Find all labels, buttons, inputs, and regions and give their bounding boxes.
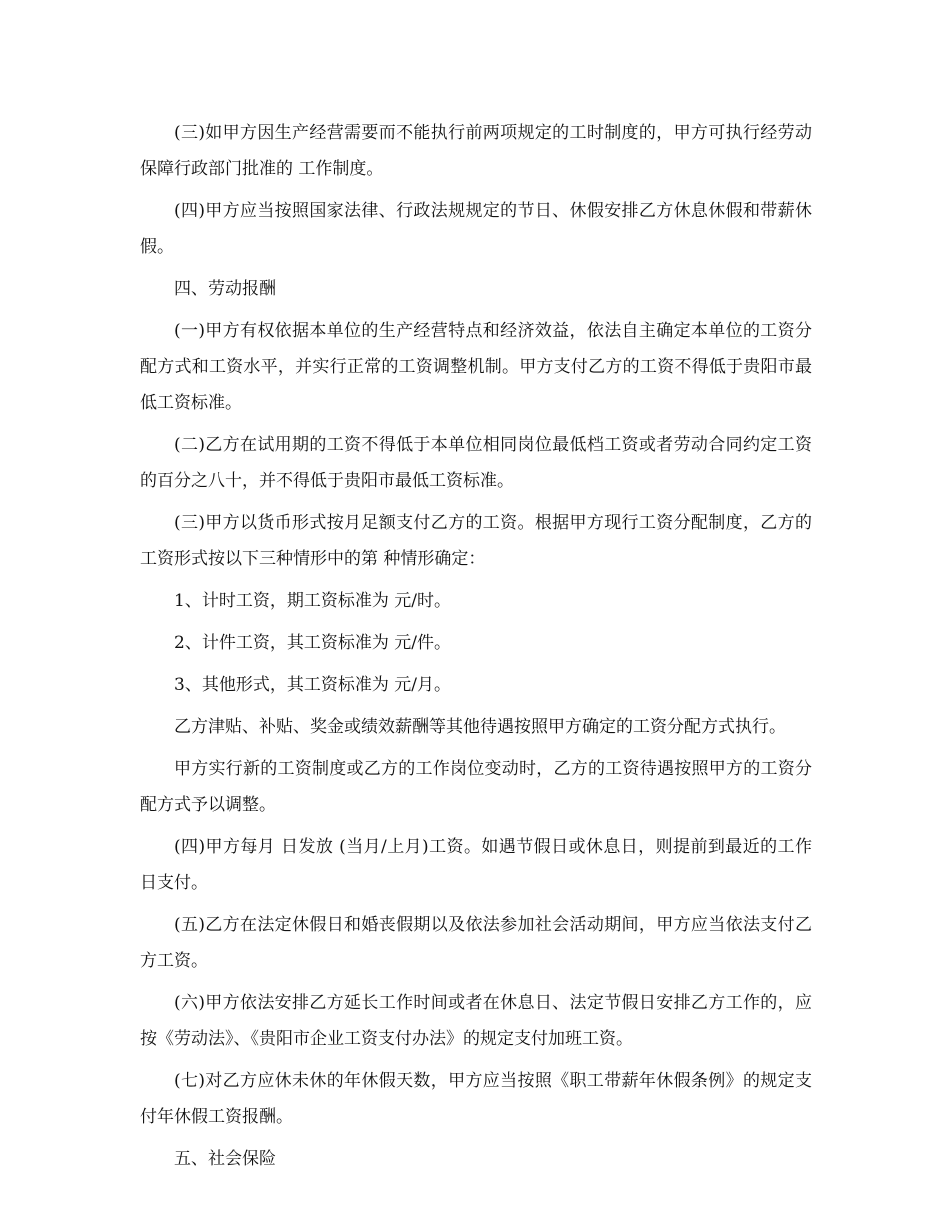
list-item: 3、其他形式，其工资标准为 元/月。 — [174, 675, 451, 695]
clause-paragraph: (四)甲方每月 日发放 (当月/上月)工资。如遇节假日或休息日，则提前到最近的工作日支付。 — [140, 837, 812, 893]
list-item: 2、计件工资，其工资标准为 元/件。 — [174, 633, 451, 653]
clause-paragraph: (五)乙方在法定休假日和婚丧假期以及依法参加社会活动期间，甲方应当依法支付乙方工资。 — [140, 915, 812, 971]
clause-paragraph: (三)如甲方因生产经营需要而不能执行前两项规定的工时制度的，甲方可执行经劳动保障行政部门批准的 工作制度。 — [140, 123, 812, 179]
clause-paragraph: (一)甲方有权依据本单位的生产经营特点和经济效益，依法自主确定本单位的工资分配方式和工资水平，并实行正常的工资调整机制。甲方支付乙方的工资不得低于贵阳市最低工资标准。 — [140, 321, 812, 413]
section-heading: 四、劳动报酬 — [174, 279, 276, 299]
clause-paragraph: (二)乙方在试用期的工资不得低于本单位相同岗位最低档工资或者劳动合同约定工资的百分之八十，并不得低于贵阳市最低工资标准。 — [140, 435, 812, 491]
clause-paragraph: (三)甲方以货币形式按月足额支付乙方的工资。根据甲方现行工资分配制度，乙方的工资形式按以下三种情形中的第 种情形确定： — [140, 513, 812, 569]
clause-paragraph: (四)甲方应当按照国家法律、行政法规规定的节日、休假安排乙方休息休假和带薪休假。 — [140, 201, 812, 257]
document-body — [140, 115, 812, 1183]
section-heading: 五、社会保险 — [174, 1149, 276, 1169]
clause-paragraph: 甲方实行新的工资制度或乙方的工作岗位变动时，乙方的工资待遇按照甲方的工资分配方式予以调整。 — [140, 759, 812, 815]
list-item: 1、计时工资，期工资标准为 元/时。 — [174, 591, 451, 611]
clause-paragraph: 乙方津贴、补贴、奖金或绩效薪酬等其他待遇按照甲方确定的工资分配方式执行。 — [174, 717, 786, 737]
clause-paragraph: (六)甲方依法安排乙方延长工作时间或者在休息日、法定节假日安排乙方工作的，应按《劳动法》、《贵阳市企业工资支付办法》的规定支付加班工资。 — [140, 993, 812, 1049]
clause-paragraph: (七)对乙方应休未休的年休假天数，甲方应当按照《职工带薪年休假条例》的规定支付年休假工资报酬。 — [140, 1071, 812, 1127]
